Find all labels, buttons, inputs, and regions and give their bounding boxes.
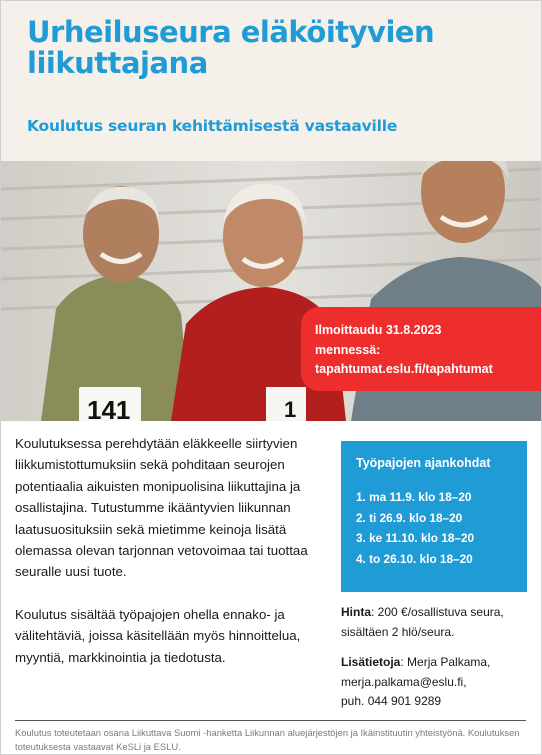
contact-phone: puh. 044 901 9289 [341, 694, 442, 709]
price-label: Hinta [341, 605, 371, 619]
contact-block [341, 653, 536, 712]
workshop-item: 2. ti 26.9. klo 18–20 [356, 510, 463, 525]
header-wave [1, 129, 542, 169]
workshop-item: 1. ma 11.9. klo 18–20 [356, 490, 472, 504]
footer-divider [15, 720, 526, 721]
workshop-dates-box [341, 441, 527, 592]
workshop-item: 3. ke 11.10. klo 18–20 [356, 531, 475, 545]
registration-callout [301, 307, 542, 391]
contact-label: Lisätietoja [341, 655, 401, 670]
callout-line-2: mennessä: [315, 342, 381, 357]
intro-paragraph-1: Koulutuksessa perehdytään eläkkeelle siirtyvien liikkumistottumuksiin sekä pohditaan seurojen potentiaalia aikuisten monipuolisina liikuttajina ja osallistajina. Tutustumme ikääntyvien liikunnan laatusuosituksiin sekä mietimme keinoja lisätä olemassa olevan tarjonnan vetovoimaa tai tuottaa seuralle uusi tuote. [15, 436, 308, 580]
workshop-item: 4. to 26.10. klo 18–20 [356, 551, 473, 566]
bib-number: 141 [87, 395, 131, 421]
contact-name: : Merja Palkama, [400, 655, 491, 670]
price-text: : 200 €/osallistuva seura, sisältäen 2 hlö/seura. [341, 605, 504, 639]
info-section [341, 603, 536, 712]
intro-text [15, 433, 315, 668]
registration-link[interactable]: tapahtumat.eslu.fi/tapahtumat [315, 362, 493, 376]
contact-email[interactable]: merja.palkama@eslu.fi, [341, 674, 467, 689]
callout-line-1: Ilmoittaudu 31.8.2023 [315, 323, 442, 337]
page-title: Urheiluseura eläköityvien liikuttajana [27, 15, 435, 80]
page-subtitle: Koulutus seuran kehittämisestä vastaaville [27, 117, 398, 135]
footer-text: Koulutus toteutetaan osana Liikuttava Suomi -hanketta Liikunnan aluejärjestöjen ja Ikäinstituutin yhteistyönä. Koulutuksen toteutuksesta vastaavat KeSLi ja ESLU. [15, 727, 520, 752]
bib-number-2: 1 [284, 397, 297, 421]
intro-paragraph-2: Koulutus sisältää työpajojen ohella ennako- ja välitehtäviä, joissa käsitellään myös hinnoittelua, myyntiä, markkinointia ja tiedotusta. [15, 606, 301, 665]
header [1, 1, 542, 161]
workshop-list [356, 487, 527, 569]
workshop-heading: Työpajojen ajankohdat [356, 456, 491, 470]
price-block [341, 603, 536, 642]
